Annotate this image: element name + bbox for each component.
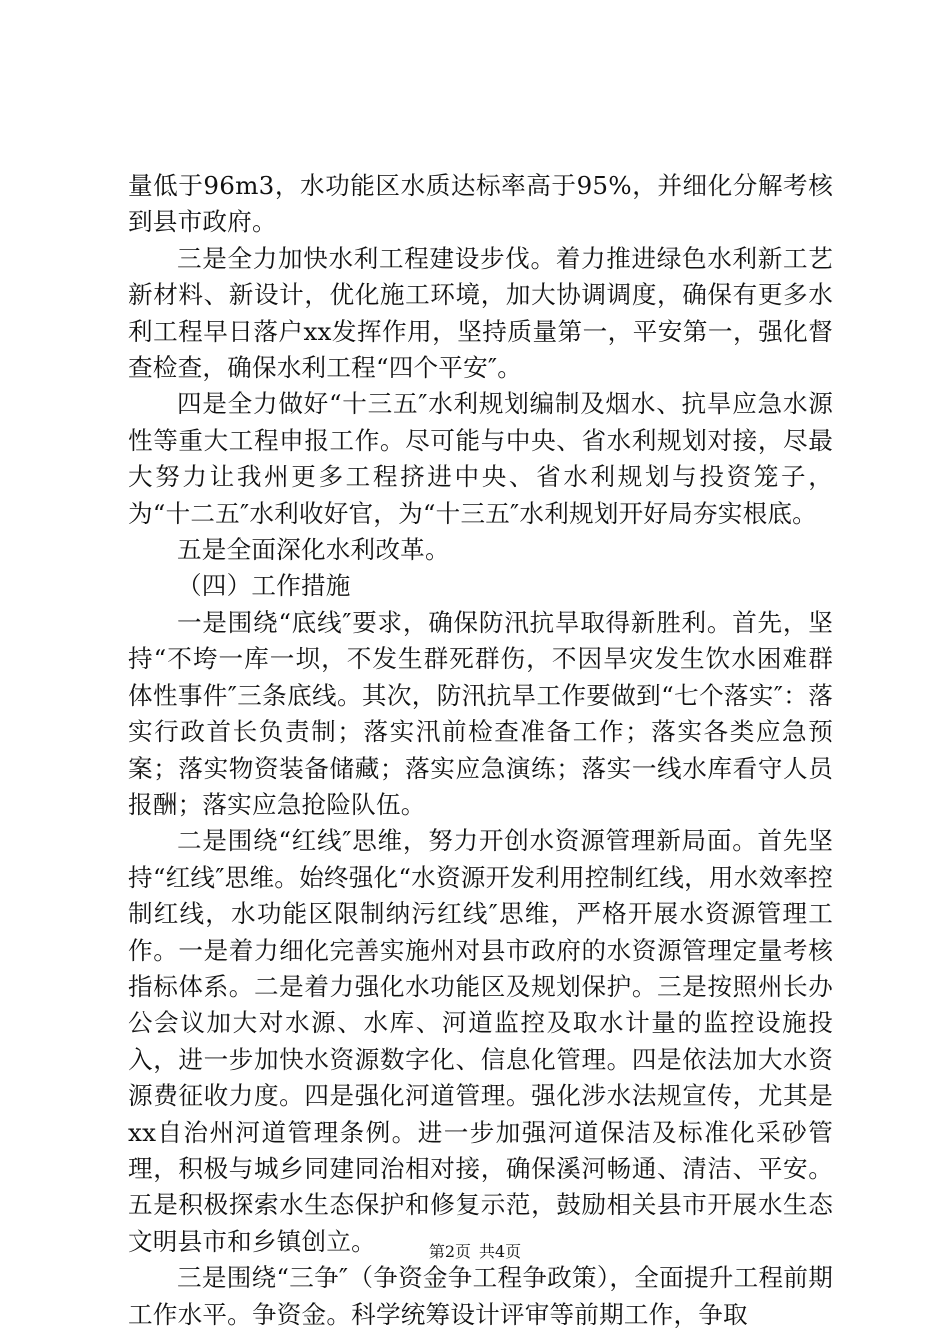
page-total: 共4页	[479, 1242, 522, 1261]
paragraph-item-five: 五是全面深化水利改革。	[177, 535, 450, 565]
paragraph-measure-one: 一是围绕“底线″要求，确保防汛抗旱取得新胜利。首先，坚持“不垮一库一坝，不发生群死群伤，不因旱灾发生饮水困难群体性事件″三条底线。其次，防汛抗旱工作要做到“七个落实″：落实行政首长负责制；落实汛前检查准备工作；落实各类应急预案；落实物资装备储藏；落实应急演练；落实一线水库看守人员报酬；落实应急抢险队伍。	[128, 607, 833, 819]
paragraph-measure-two: 二是围绕“红线″思维，努力开创水资源管理新局面。首先坚持“红线″思维。始终强化“水资源开发利用控制红线，用水效率控制红线，水功能区限制纳污红线″思维，严格开展水资源管理工作。一是着力细化完善实施州对县市政府的水资源管理定量考核指标体系。二是着力强化水功能区及规划保护。三是按照州长办公会议加大对水源、水库、河道监控及取水计量的监控设施投入，进一步加快水资源数字化、信息化管理。四是依法加大水资源费征收力度。四是强化河道管理。强化涉水法规宣传，尤其是xx自治州河道管理条例。进一步加强河道保洁及标准化采砂管理，积极与城乡同建同治相对接，确保溪河畅通、清洁、平安。五是积极探索水生态保护和修复示范，鼓励相关县市开展水生态文明县市和乡镇创立。	[128, 826, 833, 1256]
page-number: 第2页	[428, 1242, 471, 1261]
page-footer	[0, 1242, 950, 1262]
paragraph-continuation: 量低于96m3，水功能区水质达标率高于95%，并细化分解考核到县市政府。	[128, 171, 833, 237]
paragraph-item-three: 三是全力加快水利工程建设步伐。着力推进绿色水利新工艺新材料、新设计，优化施工环境，加大协调调度，确保有更多水利工程早日落户xx发挥作用，坚持质量第一，平安第一，强化督查检查，确保水利工程“四个平安″。	[128, 243, 833, 383]
section-heading-measures: （四）工作措施	[177, 571, 351, 601]
document-body	[128, 168, 833, 1333]
paragraph-measure-three: 三是围绕“三争″（争资金争工程争政策），全面提升工程前期工作水平。争资金。科学统筹设计评审等前期工作，争取	[128, 1263, 833, 1329]
paragraph-item-four: 四是全力做好“十三五″水利规划编制及烟水、抗旱应急水源性等重大工程申报工作。尽可能与中央、省水利规划对接，尽最大努力让我州更多工程挤进中央、省水利规划与投资笼子，为“十二五″水利收好官，为“十三五″水利规划开好局夯实根底。	[128, 389, 833, 528]
